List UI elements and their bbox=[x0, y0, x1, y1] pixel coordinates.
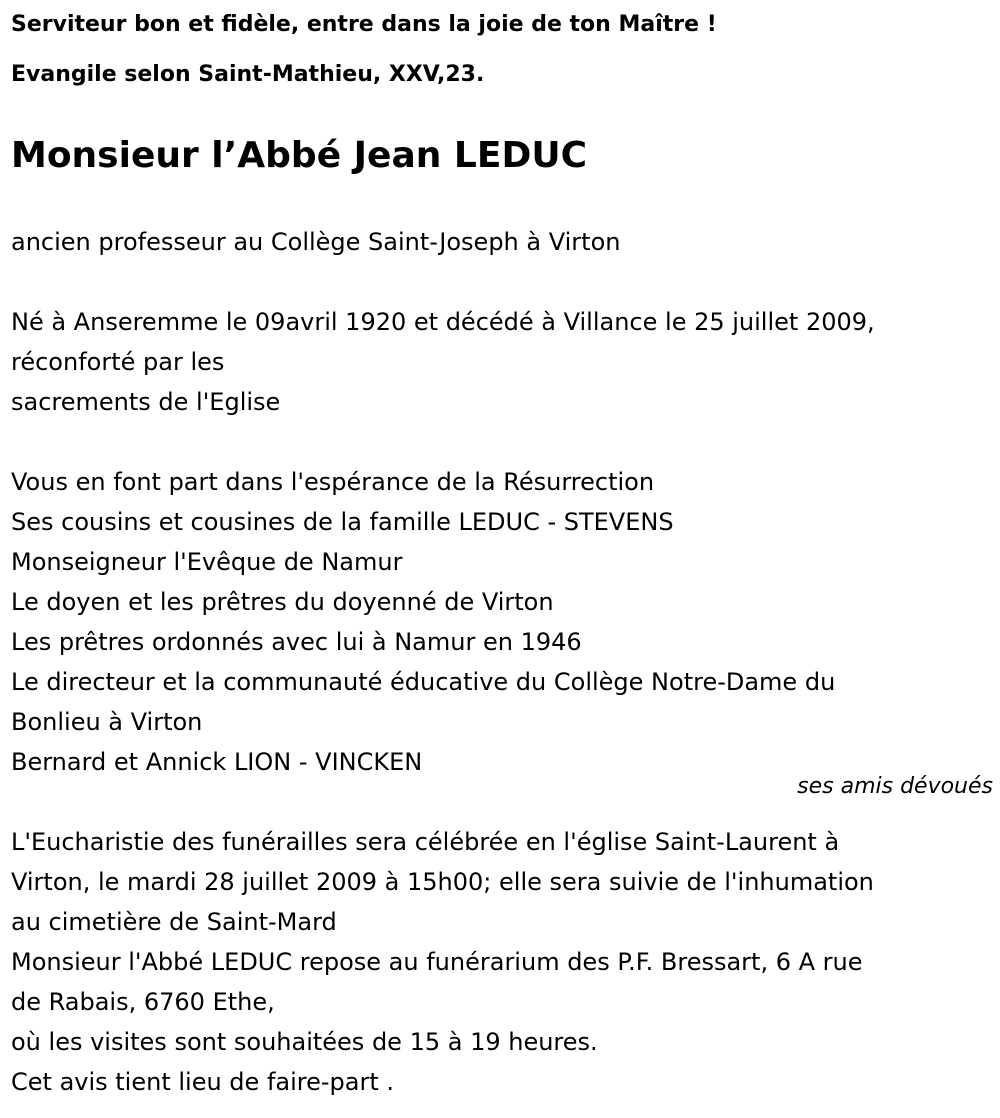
announcer-line: Monseigneur l'Evêque de Namur bbox=[11, 548, 403, 576]
announcers-list bbox=[11, 462, 835, 782]
text-line: sacrements de l'Eglise bbox=[11, 388, 281, 416]
scripture-quote: Serviteur bon et fidèle, entre dans la joie de ton Maître ! bbox=[11, 12, 717, 37]
ceremony-details bbox=[11, 822, 874, 1102]
deceased-role: ancien professeur au Collège Saint-Joseph à Virton bbox=[11, 228, 621, 256]
text-line: réconforté par les bbox=[11, 348, 225, 376]
ceremony-line: au cimetière de Saint-Mard bbox=[11, 908, 337, 936]
signature: ses amis dévoués bbox=[797, 774, 993, 799]
text-line: Né à Anseremme le 09avril 1920 et décédé à Villance le 25 juillet 2009, bbox=[11, 308, 875, 336]
announcer-line: Les prêtres ordonnés avec lui à Namur en 1946 bbox=[11, 628, 582, 656]
ceremony-line: de Rabais, 6760 Ethe, bbox=[11, 988, 275, 1016]
birth-death-paragraph bbox=[11, 302, 875, 422]
deceased-name: Monsieur l’Abbé Jean LEDUC bbox=[11, 135, 587, 176]
ceremony-line: L'Eucharistie des funérailles sera célébrée en l'église Saint-Laurent à bbox=[11, 828, 840, 856]
announcer-line: Bernard et Annick LION - VINCKEN bbox=[11, 748, 423, 776]
announcer-line: Bonlieu à Virton bbox=[11, 708, 203, 736]
ceremony-line: Cet avis tient lieu de faire-part . bbox=[11, 1068, 395, 1096]
ceremony-line: Monsieur l'Abbé LEDUC repose au funérarium des P.F. Bressart, 6 A rue bbox=[11, 948, 863, 976]
announcer-line: Le directeur et la communauté éducative du Collège Notre-Dame du bbox=[11, 668, 836, 696]
announcer-line: Le doyen et les prêtres du doyenné de Virton bbox=[11, 588, 554, 616]
ceremony-line: où les visites sont souhaitées de 15 à 19 heures. bbox=[11, 1028, 598, 1056]
ceremony-line: Virton, le mardi 28 juillet 2009 à 15h00; elle sera suivie de l'inhumation bbox=[11, 868, 874, 896]
announcer-line: Ses cousins et cousines de la famille LEDUC - STEVENS bbox=[11, 508, 674, 536]
announcer-line: Vous en font part dans l'espérance de la Résurrection bbox=[11, 468, 655, 496]
scripture-reference: Evangile selon Saint-Mathieu, XXV,23. bbox=[11, 62, 485, 87]
